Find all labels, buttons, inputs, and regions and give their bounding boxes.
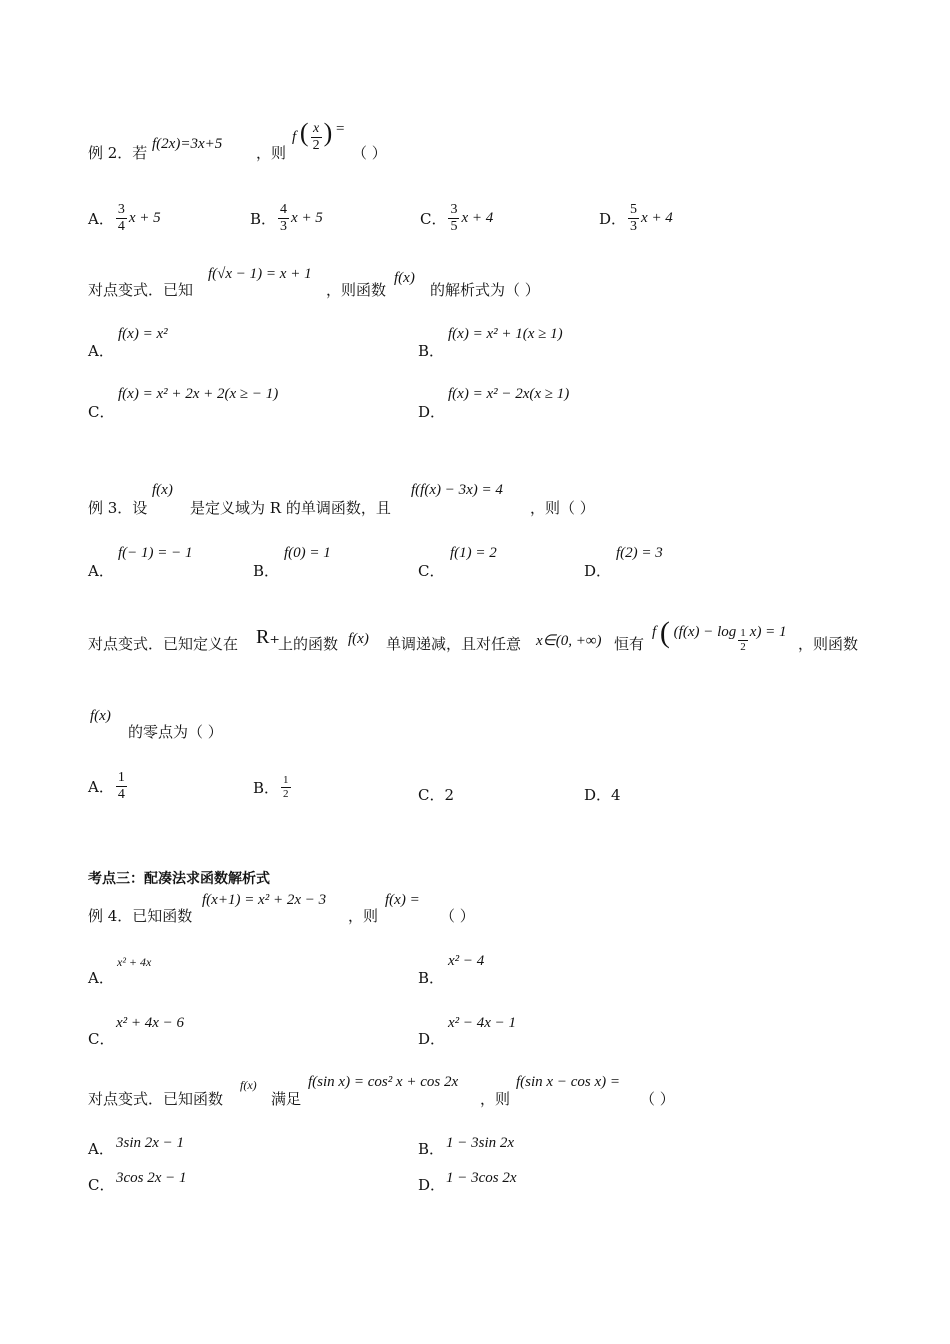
example-3-option-c[interactable]: C． xyxy=(418,562,445,580)
example-3-option-b[interactable]: B． xyxy=(253,562,280,580)
variant-4-option-a[interactable]: A． xyxy=(88,1140,114,1158)
example-4-prefix: 例 4．已知函数 xyxy=(88,907,193,925)
variant-4-prefix: 对点变式．已知函数 xyxy=(88,1090,224,1108)
option-d-fraction: $\frac{5}{3}$ xyxy=(630,202,638,234)
example-2-prefix: 例 2．若 xyxy=(88,144,148,162)
example-2-mid: ，则 xyxy=(256,144,287,162)
target-eq: = xyxy=(336,121,345,137)
variant-4-target: f(sin x − cos x) = xyxy=(516,1074,620,1090)
option-c-value: 2 xyxy=(444,786,455,804)
variant-3-fx: f(x) xyxy=(348,631,369,647)
variant-4-option-b-expr: 1 − 3sin 2x xyxy=(446,1135,515,1151)
example-4-option-c-expr: x² + 4x − 6 xyxy=(116,1015,185,1031)
example-3-option-a[interactable]: A． xyxy=(88,562,114,580)
example-3-mid: 是定义域为 R 的单调函数，且 xyxy=(190,499,391,517)
variant-3-condition: f ( (f(x) − log $\frac{1}{2}$ x) = 1 xyxy=(652,616,787,653)
example-2-question xyxy=(88,143,147,163)
example-3-option-b-expr: f(0) = 1 xyxy=(284,545,331,561)
option-b-fraction: $\frac{4}{3}$ xyxy=(280,202,288,234)
example-2-condition: f(2x)=3x+5 xyxy=(152,136,223,152)
log-base: $\frac{1}{2}$ xyxy=(740,627,746,653)
example-4-mid: ，则 xyxy=(348,907,379,925)
example-2-target: f ( $\frac{x}{2}$ ) = xyxy=(292,118,345,154)
example-3-condition: f(f(x) − 3x) = 4 xyxy=(411,482,503,498)
option-a-fraction: $\frac{3}{4}$ xyxy=(117,202,125,234)
variant-2-option-a-expr: f(x) = x² xyxy=(118,326,168,342)
cond-inner: (f(x) − log xyxy=(673,624,737,640)
variant-4-mid2: ，则 xyxy=(480,1090,511,1108)
option-c-fraction: $\frac{3}{5}$ xyxy=(450,202,458,234)
variant-3-range: x∈(0, +∞) xyxy=(536,633,602,649)
example-4-option-c[interactable]: C． xyxy=(88,1030,115,1048)
variant-4-option-a-expr: 3sin 2x − 1 xyxy=(116,1135,185,1151)
option-b-fraction: $\frac{1}{2}$ xyxy=(283,774,289,800)
option-d-value: 4 xyxy=(611,786,621,804)
example-2-option-b[interactable]: B． $\frac{4}{3}$ x + 5 xyxy=(250,202,323,234)
variant-3-option-b[interactable]: B． $\frac{1}{2}$ xyxy=(253,774,289,800)
example-3-fx: f(x) xyxy=(152,482,173,498)
variant-2-option-c[interactable]: C． xyxy=(88,403,115,421)
section-3-title: 考点三：配凑法求函数解析式 xyxy=(88,871,270,887)
variant-2-fx: f(x) xyxy=(394,270,415,286)
variant-3-suffix: ，则函数 xyxy=(798,635,859,653)
example-3-option-d[interactable]: D． xyxy=(584,562,612,580)
variant-3-prefix: 对点变式．已知定义在 xyxy=(88,635,239,653)
variant-3-option-d[interactable]: D．4 xyxy=(584,786,621,804)
variant-3-mid1: 上的函数 xyxy=(278,635,339,653)
example-2-option-d[interactable]: D． $\frac{5}{3}$ x + 4 xyxy=(599,202,673,234)
variant-4-paren: （ ） xyxy=(640,1090,675,1108)
variant-2-option-c-expr: f(x) = x² + 2x + 2(x ≥ − 1) xyxy=(118,386,279,402)
example-4-option-d-expr: x² − 4x − 1 xyxy=(448,1015,517,1031)
cond-f: f xyxy=(652,624,657,640)
example-4-condition: f(x+1) = x² + 2x − 3 xyxy=(202,892,327,908)
variant-4-mid: 满足 xyxy=(271,1090,302,1108)
variant-2-mid: ，则函数 xyxy=(326,281,387,299)
example-2-paren: （ ） xyxy=(352,144,387,162)
variant-2-condition: f(√x − 1) = x + 1 xyxy=(208,266,312,282)
example-4-option-b-expr: x² − 4 xyxy=(448,953,485,969)
variant-4-option-c-expr: 3cos 2x − 1 xyxy=(116,1170,187,1186)
variant-2-option-d[interactable]: D． xyxy=(418,403,446,421)
target-fraction: $\frac{x}{2}$ xyxy=(312,121,320,154)
variant-3-option-c[interactable]: C．2 xyxy=(418,786,455,804)
variant-2-suffix: 的解析式为（ ） xyxy=(430,281,540,299)
target-f: f xyxy=(292,129,297,145)
variant-4-condition: f(sin x) = cos² x + cos 2x xyxy=(308,1074,459,1090)
example-2-option-c[interactable]: C． $\frac{3}{5}$ x + 4 xyxy=(420,202,494,234)
variant-3-line2-text: 的零点为（ ） xyxy=(128,723,223,741)
variant-3-mid3: 恒有 xyxy=(614,635,645,653)
example-4-target: f(x) = xyxy=(385,892,420,908)
variant-3-domain: R₊ xyxy=(256,626,280,648)
option-a-fraction: $\frac{1}{4}$ xyxy=(117,770,125,802)
variant-3-mid2: 单调递减，且对任意 xyxy=(386,635,522,653)
variant-2-option-b[interactable]: B． xyxy=(418,342,445,360)
example-3-option-c-expr: f(1) = 2 xyxy=(450,545,497,561)
variant-2-option-a[interactable]: A． xyxy=(88,342,114,360)
example-4-option-b[interactable]: B． xyxy=(418,969,445,987)
variant-4-option-c[interactable]: C． xyxy=(88,1176,115,1194)
variant-2-option-d-expr: f(x) = x² − 2x(x ≥ 1) xyxy=(448,386,570,402)
variant-4-option-b[interactable]: B． xyxy=(418,1140,445,1158)
variant-3-option-a[interactable]: A． $\frac{1}{4}$ xyxy=(88,770,125,802)
variant-4-option-d-expr: 1 − 3cos 2x xyxy=(446,1170,517,1186)
variant-4-fx: f(x) xyxy=(240,1078,257,1092)
example-3-option-a-expr: f(− 1) = − 1 xyxy=(118,545,193,561)
example-4-paren: （ ） xyxy=(440,907,475,925)
example-3-suffix: ，则（ ） xyxy=(530,499,595,517)
variant-2-prefix: 对点变式．已知 xyxy=(88,281,194,299)
variant-2-option-b-expr: f(x) = x² + 1(x ≥ 1) xyxy=(448,326,563,342)
cond-end: x) = 1 xyxy=(749,624,787,640)
example-4-option-d[interactable]: D． xyxy=(418,1030,446,1048)
variant-3-line2-fx: f(x) xyxy=(90,708,111,724)
example-4-option-a[interactable]: A． xyxy=(88,969,114,987)
example-3-prefix: 例 3．设 xyxy=(88,499,148,517)
example-4-option-a-expr: x² + 4x xyxy=(117,955,152,969)
variant-4-option-d[interactable]: D． xyxy=(418,1176,446,1194)
example-2-option-a[interactable]: A． $\frac{3}{4}$ x + 5 xyxy=(88,202,161,234)
example-3-option-d-expr: f(2) = 3 xyxy=(616,545,663,561)
